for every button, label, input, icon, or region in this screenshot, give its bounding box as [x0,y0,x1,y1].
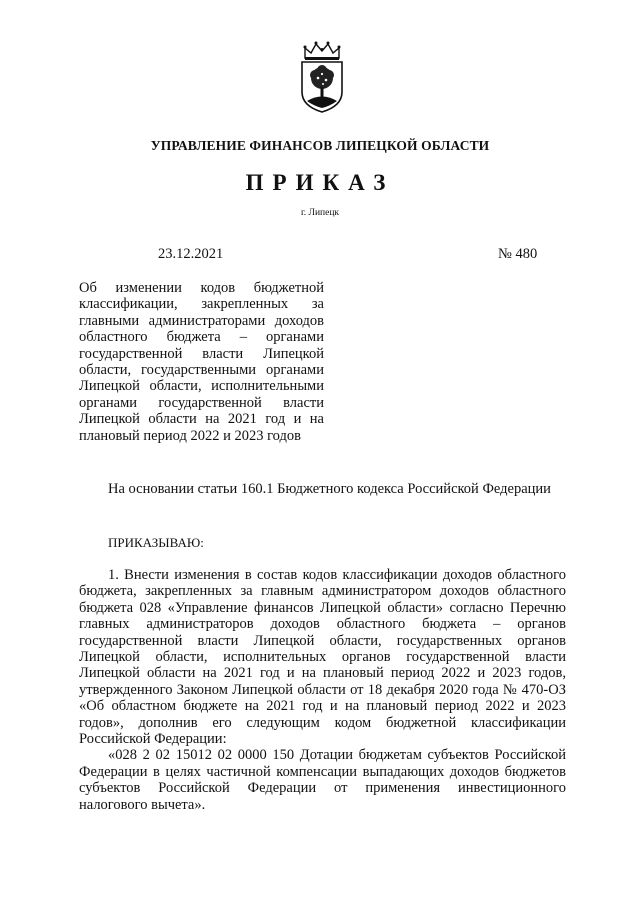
document-number: № 480 [498,246,538,262]
order-item-1-code: «028 2 02 15012 02 0000 150 Дотации бюджетам субъектов Российской Федерации в целях частичной компенсации выпадающих доходов бюджетов субъектов Российской Федерации от применения инвестиционного налогового вычета». [79,747,566,813]
document-subject: Об изменении кодов бюджетной классификации, закрепленных за главными администраторами доходов областного бюджета – органами государственной власти Липецкой области, государственными органами Липецкой области, исполнительными органами государственной власти Липецкой области на 2021 год и на плановый период 2022 и 2023 годов [79,280,324,444]
order-word: ПРИКАЗЫВАЮ: [108,535,204,550]
document-date: 23.12.2021 [158,246,224,262]
lipetsk-coat-of-arms-icon [297,40,347,114]
legal-basis-paragraph: На основании статьи 160.1 Бюджетного кодекса Российской Федерации [108,481,551,497]
order-item-1 [79,567,566,813]
city-name: г. Липецк [300,208,340,218]
organization-title: УПРАВЛЕНИЕ ФИНАНСОВ ЛИПЕЦКОЙ ОБЛАСТИ [150,138,490,153]
document-type: ПРИКАЗ [245,170,395,195]
order-item-1-text: 1. Внести изменения в состав кодов классификации доходов областного бюджета, закрепленных за главным администратором доходов областного бюджета 028 «Управление финансов Липецкой области» согласно Перечню главных администраторов доходов областного бюджета – органов государственной власти Липецкой области, государственных органов Липецкой области, исполнительных органов государственной власти Липецкой области на 2021 год и на плановый период 2022 и 2023 годов, утвержденного Законом Липецкой области от 18 декабря 2020 года № 470-ОЗ «Об областном бюджете на 2021 год и на плановый период 2022 и 2023 годов», дополнив его следующим кодом бюджетной классификации Российской Федерации: [79,567,566,748]
